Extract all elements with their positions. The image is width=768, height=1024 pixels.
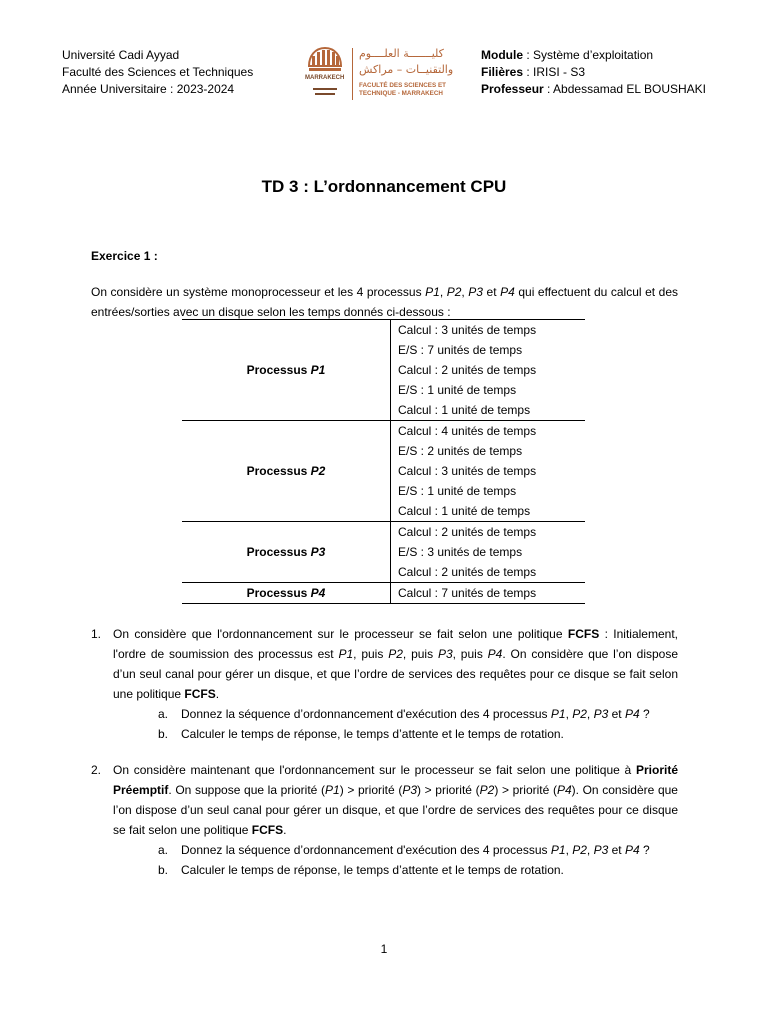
question-2 <box>91 760 678 840</box>
logo-divider <box>352 48 353 100</box>
process-step: E/S : 2 unités de temps <box>398 444 523 458</box>
process-step: E/S : 3 unités de temps <box>398 545 523 559</box>
header-right <box>481 47 706 98</box>
question-1a: a. Donnez la séquence d’ordonnancement d'exécution des 4 processus P1, P2, P3 et P4 ? <box>158 707 650 721</box>
process-step: Calcul : 1 unité de temps <box>398 403 531 417</box>
question-text: On considère maintenant que l'ordonnancement sur le processeur se fait selon une politique à Priorité Préemptif. On suppose que la priorité (P1) > priorité (P3) > priorité (P2) > priorité (P4). On considère que l’on dispose d’un seul canal pour gérer un disque, et que l’ordre de services des requêtes pour ce disque se fait selon une politique FCFS. <box>113 763 678 837</box>
process-step: Calcul : 3 unités de temps <box>391 320 586 341</box>
question-2a: a. Donnez la séquence d’ordonnancement d'exécution des 4 processus P1, P2, P3 et P4 ? <box>158 843 650 857</box>
faculty-name: Faculté des Sciences et Techniques <box>62 65 254 79</box>
page-title: TD 3 : L’ordonnancement CPU <box>261 177 507 196</box>
logo-french-line-2: TECHNIQUE - MARRAKECH <box>359 90 443 97</box>
process-step: E/S : 7 unités de temps <box>398 343 523 357</box>
table-row <box>182 421 585 442</box>
question-number: 2. <box>91 763 102 777</box>
question-text: On considère que l'ordonnancement sur le processeur se fait selon une politique FCFS : Initialement, l'ordre de soumission des processus est P1, puis P2, puis P3, puis P4. On considère que l’on dispose d’un seul canal pour gérer un disque, et que l’ordre de services des requêtes pour ce disque se fait selon une politique FCFS. <box>113 627 679 701</box>
process-step: Calcul : 4 unités de temps <box>391 421 586 442</box>
question-2b: b. Calculer le temps de réponse, le temps d’attente et le temps de rotation. <box>158 863 564 877</box>
logo-mark-icon <box>303 44 347 102</box>
module-line: Module : Système d’exploitation <box>481 48 654 62</box>
process-table <box>182 319 585 604</box>
process-step: Calcul : 2 unités de temps <box>391 522 586 543</box>
process-step: E/S : 1 unité de temps <box>398 383 517 397</box>
header-left <box>62 47 253 98</box>
process-name-p3: Processus P3 <box>182 522 391 583</box>
process-step: Calcul : 2 unités de temps <box>398 565 537 579</box>
process-step: Calcul : 3 unités de temps <box>398 464 537 478</box>
process-step: Calcul : 2 unités de temps <box>398 363 537 377</box>
faculty-logo <box>303 44 453 102</box>
table-row <box>182 320 585 341</box>
page-number: 1 <box>380 942 388 956</box>
table-row <box>182 522 585 543</box>
professeur-line: Professeur : Abdessamad EL BOUSHAKI <box>481 82 707 96</box>
logo-marrakech-text: MARRAKECH <box>305 75 345 81</box>
process-step: E/S : 1 unité de temps <box>398 484 517 498</box>
table-row <box>182 583 585 604</box>
question-1b: b. Calculer le temps de réponse, le temps d’attente et le temps de rotation. <box>158 727 564 741</box>
exercise-title: Exercice 1 : <box>91 249 158 263</box>
logo-french-line-1: FACULTÉ DES SCIENCES ET <box>359 82 446 89</box>
academic-year: Année Universitaire : 2023-2024 <box>62 82 235 96</box>
process-step: Calcul : 7 unités de temps <box>391 583 586 604</box>
question-number: 1. <box>91 627 102 641</box>
process-name-p4: Processus P4 <box>182 583 391 604</box>
process-name-p2: Processus P2 <box>182 421 391 522</box>
exercise-intro: On considère un système monoprocesseur et les 4 processus P1, P2, P3 et P4 qui effectuent du calcul et des entrées/sorties avec un disque selon les temps donnés ci-dessous : <box>91 285 678 319</box>
process-name-p1: Processus P1 <box>182 320 391 421</box>
logo-arabic-line-1: كليـــــــة العلــــوم <box>359 47 444 60</box>
logo-arabic-line-2: والتقنيــات – مراكش <box>359 63 454 76</box>
university-name: Université Cadi Ayyad <box>62 48 180 62</box>
process-step: Calcul : 1 unité de temps <box>398 504 531 518</box>
filieres-line: Filières : IRISI - S3 <box>481 65 586 79</box>
question-1 <box>91 624 678 704</box>
